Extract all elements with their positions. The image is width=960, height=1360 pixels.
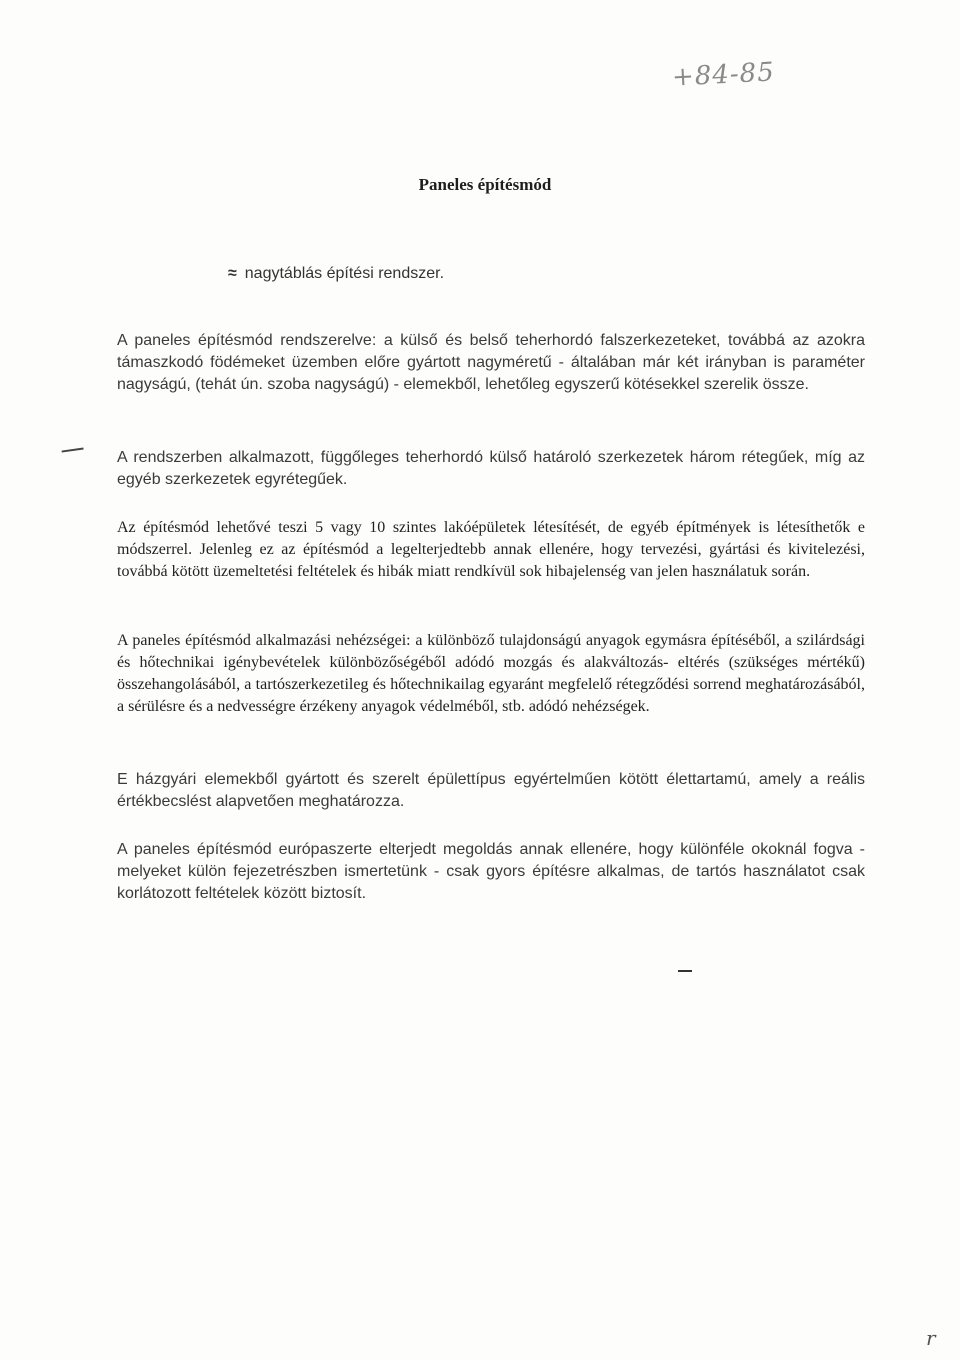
paragraph-building-heights: Az építésmód lehetővé teszi 5 vagy 10 szintes lakóépületek létesítését, de egyéb építmények is létesíthetők e módszerrel. Jelenleg ez az építésmód a legelterjedtebb annak ellenére, hogy tervezési, gyártási és kivitelezési, továbbá kötött üzemeltetési feltételek és hibák miatt rendkívül sok hibajelenség van jelen használatuk során. [117, 519, 865, 580]
paragraph-difficulties: A paneles építésmód alkalmazási nehézségei: a különböző tulajdonságú anyagok egymásra építéséből, a szilárdsági és hőtechnikai igénybevételek különbözőségéből adódó mozgás és alakváltozás- eltérés (szükséges mértékű) összehangolásából, a tartószerkezetileg és hőtechnikailag egyaránt megfelelő rétegződési sorrend meghatározásából, a sérülésre és a nedvességre érzékeny anyagok védelméből, stb. adódó nehézségek. [117, 632, 865, 715]
paragraph-system-principle: A paneles építésmód rendszerelve: a külső és belső teherhordó falszerkezeteket, továbbá az azokra támaszkodó födémeket üzemben előre gyártott nagyméretű - általában már két irányban is paraméter nagyságú, (tehát ún. szoba nagyságú) - elemekből, lehetőleg egyszerű kötésekkel szerelik össze. [117, 332, 865, 393]
margin-pen-mark [62, 448, 85, 459]
subtitle-text: nagytáblás építési rendszer. [244, 265, 445, 282]
paragraph-lifespan: E házgyári elemekből gyártott és szerelt épülettípus egyértelműen kötött élettartamú, amely a reális értékbecslést alapvetően meghatározza. [117, 771, 865, 810]
stray-mark [678, 970, 692, 972]
corner-handwritten-mark: r [926, 1326, 936, 1350]
document-title: Paneles építésmód [418, 175, 552, 194]
paragraph-europe-usage: A paneles építésmód európaszerte elterjedt megoldás annak ellenére, hogy különféle okoknál fogva - melyeket külön fejezetrészben ismertetünk - csak gyors építésre alkalmas, de tartós használatot csak korlátozott feltételek között biztosít. [117, 841, 865, 902]
approx-symbol: ≈ [228, 265, 237, 282]
handwritten-page-note: +84-85 [671, 57, 776, 93]
subtitle-line [228, 265, 444, 283]
paragraph-layered-structures: A rendszerben alkalmazott, függőleges teherhordó külső határoló szerkezetek három rétegűek, míg az egyéb szerkezetek egyrétegűek. [117, 449, 865, 488]
